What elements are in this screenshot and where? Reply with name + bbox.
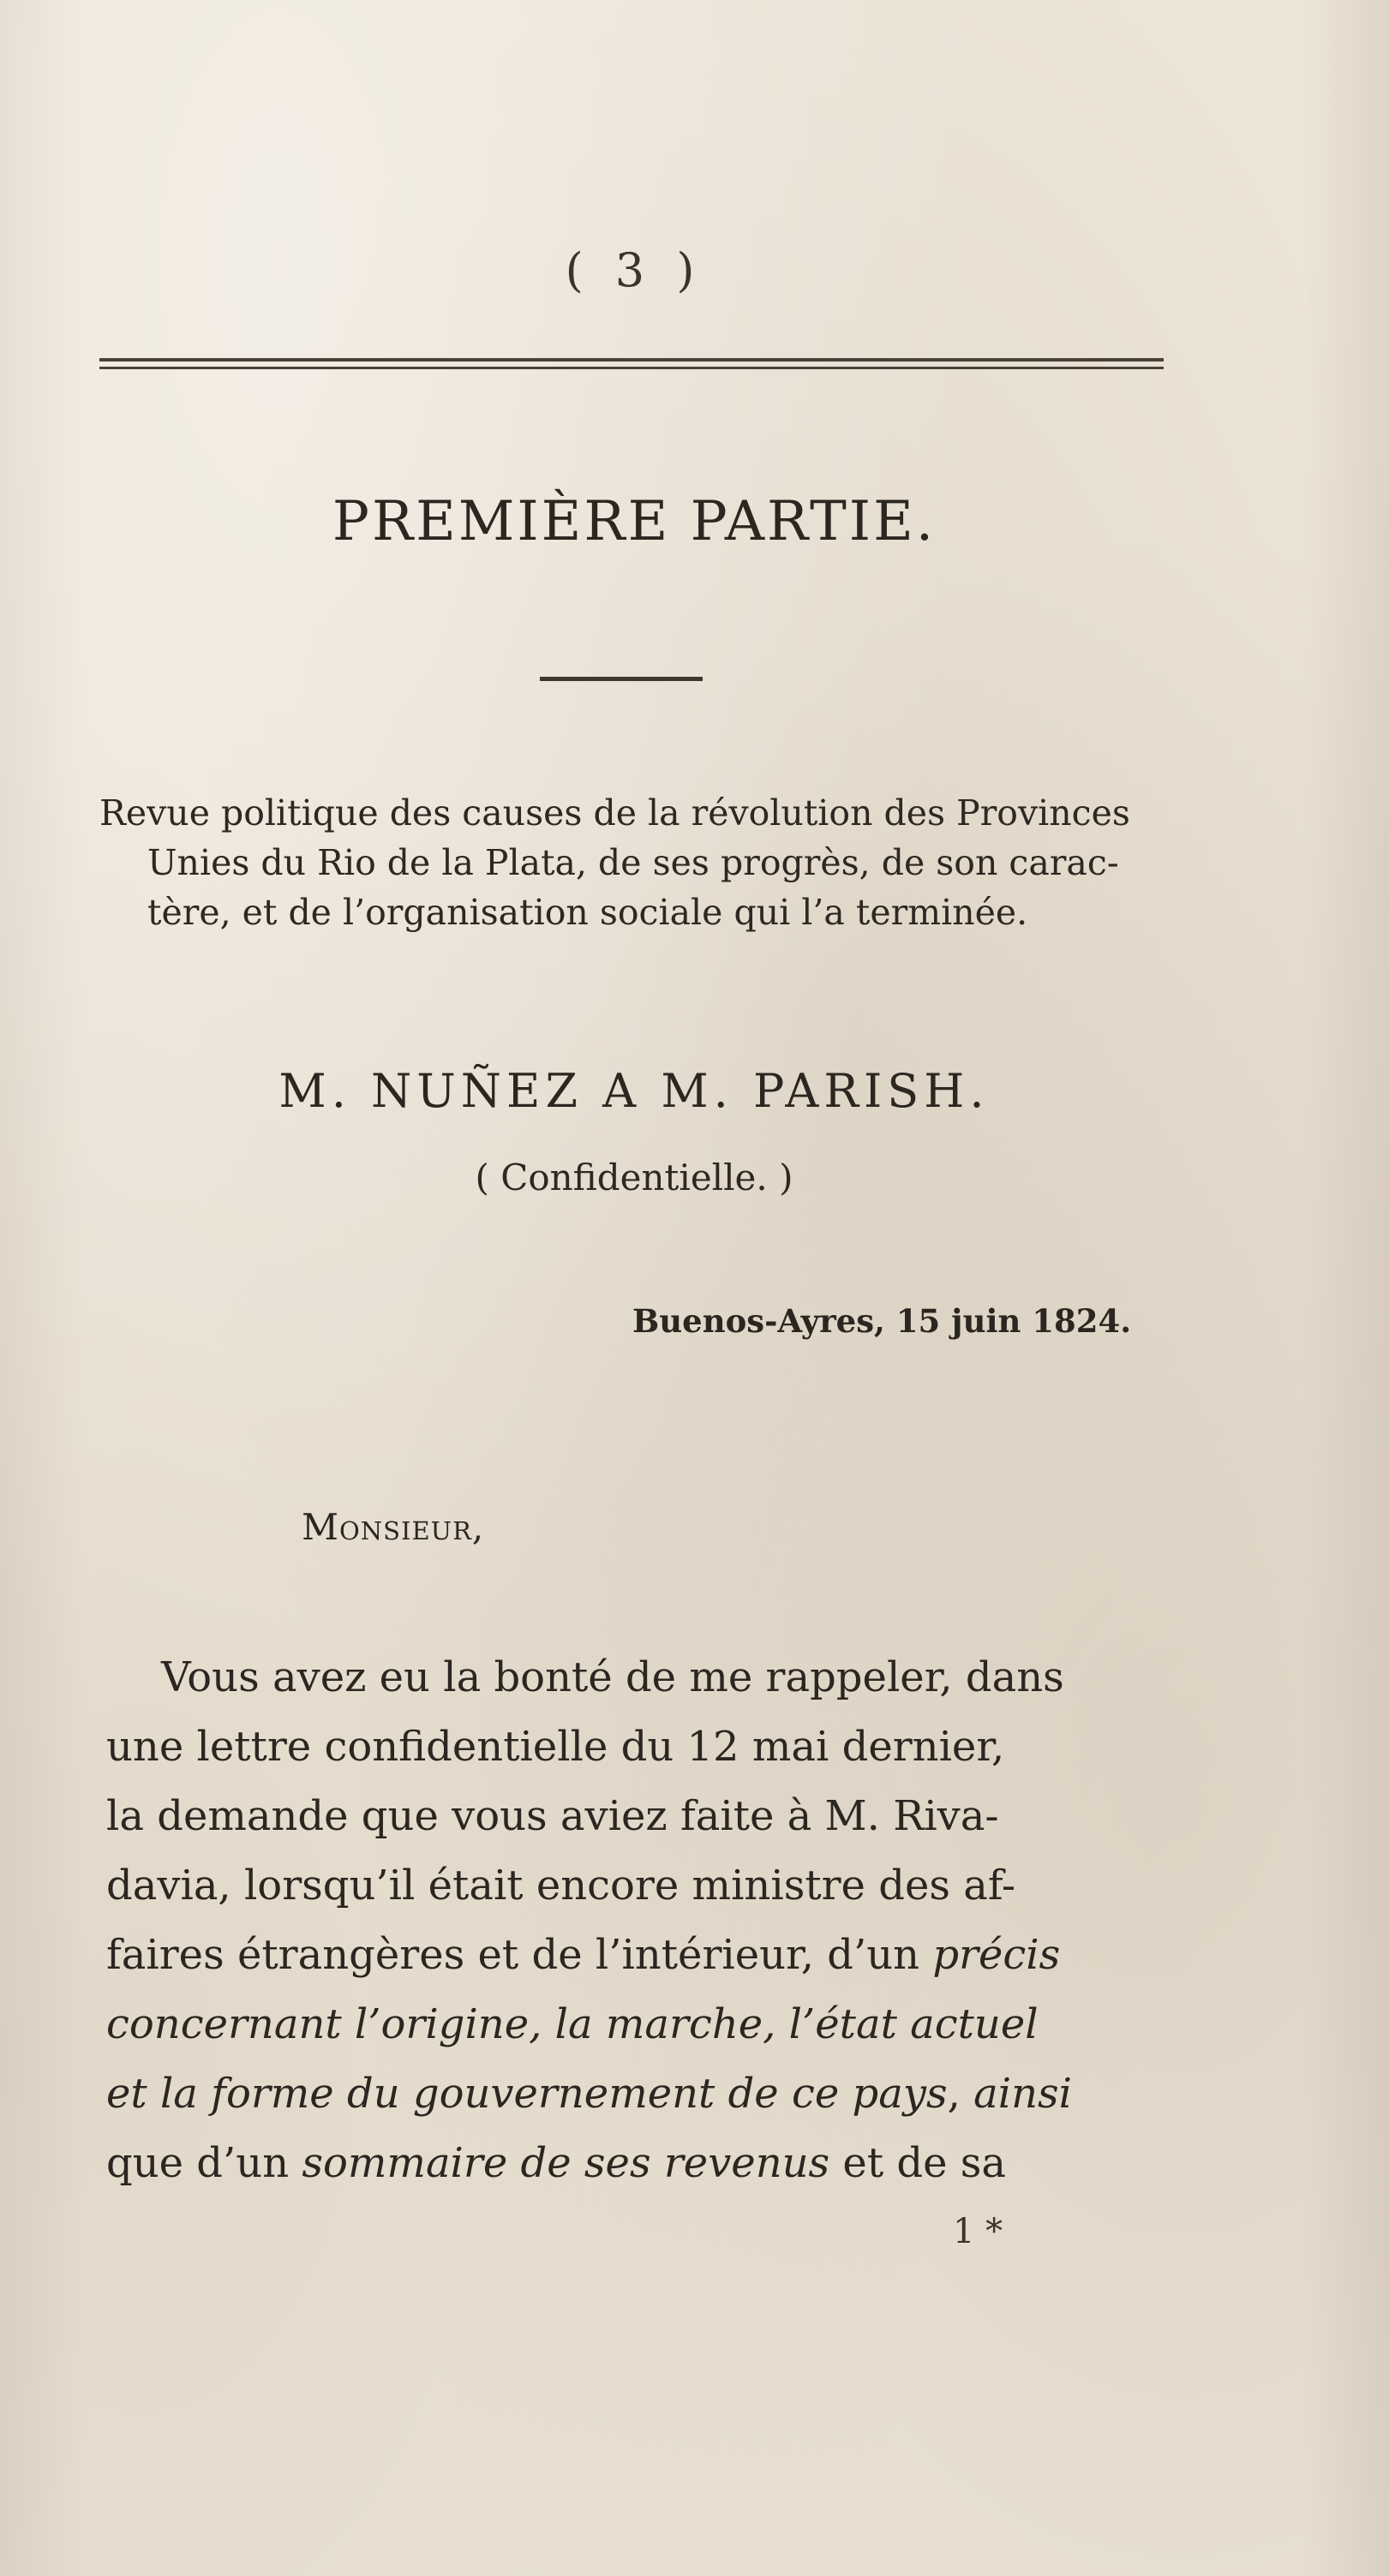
body-line: Vous avez eu la bonté de me rappeler, dans	[161, 1653, 1064, 1701]
signature-mark: 1 *	[953, 2212, 1003, 2251]
rule-line-top	[99, 358, 1164, 362]
body-text-italic: précis	[932, 1931, 1061, 1979]
body-line: la demande que vous aviez faite à M. Riva-	[106, 1792, 999, 1840]
letter-body	[106, 1643, 1194, 2198]
rule-line-bottom	[99, 367, 1164, 369]
summary-line: tère, et de l’organisation sociale qui l’a terminée.	[147, 892, 1028, 933]
body-line: davia, lorsqu’il était encore ministre des af-	[106, 1862, 1016, 1910]
letter-note: ( Confidentielle. )	[475, 1157, 793, 1198]
body-text-roman: que d’un	[106, 2139, 302, 2187]
summary-line: Revue politique des causes de la révolution des Provinces	[99, 792, 1130, 834]
body-text-roman: ,	[947, 2070, 974, 2118]
part-title: PREMIÈRE PARTIE.	[332, 490, 937, 553]
letter-heading: M. NUÑEZ A M. PARISH.	[278, 1064, 990, 1118]
letter-salutation: Monsieur,	[302, 1506, 485, 1548]
short-rule-divider	[540, 677, 703, 681]
body-text-italic: ainsi	[973, 2070, 1072, 2118]
body-text-roman: et de sa	[829, 2139, 1007, 2187]
letter-dateline: Buenos-Ayres, 15 juin 1824.	[632, 1302, 1132, 1340]
body-line	[106, 2059, 1194, 2129]
body-line: concernant l’origine, la marche, l’état actuel	[106, 2000, 1039, 2048]
chapter-summary	[99, 788, 1200, 937]
page-number: ( 3 )	[565, 243, 703, 297]
body-text-italic: et la forme du gouvernement de ce pays	[106, 2070, 948, 2118]
body-line	[106, 2129, 1194, 2198]
body-line	[106, 1921, 1194, 1990]
summary-line: Unies du Rio de la Plata, de ses progrès, de son carac-	[147, 842, 1119, 883]
double-rule-divider	[99, 358, 1164, 372]
body-line: une lettre confidentielle du 12 mai dernier,	[106, 1723, 1005, 1771]
body-text-roman: faires étrangères et de l’intérieur, d’un	[106, 1931, 933, 1979]
body-text-italic: sommaire de ses revenus	[302, 2139, 830, 2187]
